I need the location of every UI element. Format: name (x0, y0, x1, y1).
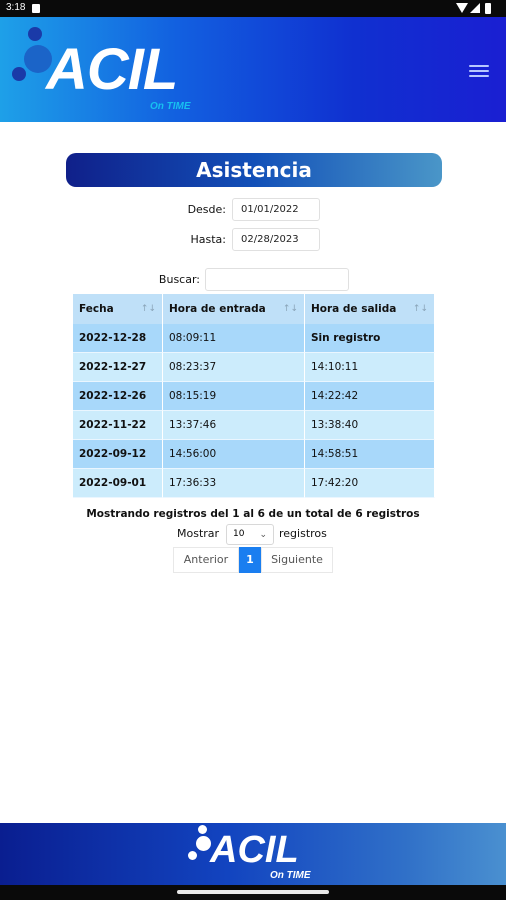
system-nav-bar (0, 885, 506, 900)
cell-hora-entrada: 13:37:46 (163, 411, 305, 440)
cell-fecha: 2022-09-12 (73, 440, 163, 469)
footer-logo-subtitle: On TIME (270, 870, 311, 881)
cell-fecha: 2022-12-28 (73, 324, 163, 353)
column-header-hora-entrada[interactable] (163, 294, 305, 324)
wifi-icon (456, 3, 468, 13)
cell-hora-salida: 14:10:11 (305, 353, 435, 382)
desde-date-field[interactable]: 01/01/2022 (232, 198, 320, 221)
cell-hora-entrada: 08:23:37 (163, 353, 305, 382)
cell-hora-salida: 13:38:40 (305, 411, 435, 440)
cell-hora-entrada: 08:09:11 (163, 324, 305, 353)
home-gesture-handle[interactable] (177, 890, 329, 894)
logo-text: ACIL (46, 37, 178, 102)
column-header-label: Hora de salida (311, 303, 397, 315)
cell-hora-salida: 14:58:51 (305, 440, 435, 469)
cell-fecha: 2022-11-22 (73, 411, 163, 440)
table-row (73, 382, 435, 411)
page-title: Asistencia (66, 153, 442, 187)
notification-icon (32, 4, 40, 13)
hasta-label: Hasta: (190, 233, 226, 246)
column-header-label: Hora de entrada (169, 303, 266, 315)
table-row (73, 440, 435, 469)
logo-dot (188, 851, 197, 860)
column-header-fecha[interactable] (73, 294, 163, 324)
next-page-button[interactable]: Siguiente (261, 547, 333, 573)
table-row (73, 353, 435, 382)
cell-fecha: 2022-12-27 (73, 353, 163, 382)
sort-icon: ↑↓ (282, 304, 298, 314)
signal-icon (470, 3, 480, 13)
previous-page-button[interactable]: Anterior (173, 547, 239, 573)
app-footer (0, 823, 506, 885)
chevron-down-icon: ⌄ (259, 530, 267, 540)
logo-dot (198, 825, 207, 834)
table-header-row (73, 294, 435, 324)
table-row (73, 411, 435, 440)
hamburger-menu-icon[interactable] (467, 62, 491, 82)
logo-dot (196, 836, 211, 851)
table-row (73, 324, 435, 353)
column-header-hora-salida[interactable] (305, 294, 435, 324)
page-length-value: 10 (233, 529, 245, 539)
column-header-label: Fecha (79, 303, 114, 315)
page-1-button[interactable]: 1 (239, 547, 261, 573)
logo-subtitle: On TIME (150, 101, 191, 112)
length-suffix-label: registros (279, 527, 327, 540)
sort-icon: ↑↓ (412, 304, 428, 314)
status-bar (0, 0, 506, 17)
acil-footer-logo (186, 825, 326, 883)
cell-hora-salida: 17:42:20 (305, 469, 435, 498)
search-label: Buscar: (158, 273, 200, 286)
table-row (73, 469, 435, 498)
cell-hora-salida: Sin registro (305, 324, 435, 353)
battery-icon (485, 3, 491, 14)
cell-fecha: 2022-12-26 (73, 382, 163, 411)
cell-hora-entrada: 17:36:33 (163, 469, 305, 498)
app-header (0, 17, 506, 122)
footer-logo-text: ACIL (210, 829, 299, 871)
page-length-select[interactable] (226, 524, 274, 545)
desde-label: Desde: (187, 203, 226, 216)
acil-logo (10, 27, 210, 117)
cell-fecha: 2022-09-01 (73, 469, 163, 498)
logo-dot (12, 67, 26, 81)
status-time: 3:18 (6, 2, 26, 13)
cell-hora-entrada: 14:56:00 (163, 440, 305, 469)
cell-hora-entrada: 08:15:19 (163, 382, 305, 411)
attendance-table (73, 294, 435, 498)
hasta-date-field[interactable]: 02/28/2023 (232, 228, 320, 251)
length-prefix-label: Mostrar (177, 527, 220, 540)
logo-dot (28, 27, 42, 41)
sort-icon: ↑↓ (140, 304, 156, 314)
search-input[interactable] (205, 268, 349, 291)
table-info-text: Mostrando registros del 1 al 6 de un total de 6 registros (86, 508, 420, 520)
cell-hora-salida: 14:22:42 (305, 382, 435, 411)
